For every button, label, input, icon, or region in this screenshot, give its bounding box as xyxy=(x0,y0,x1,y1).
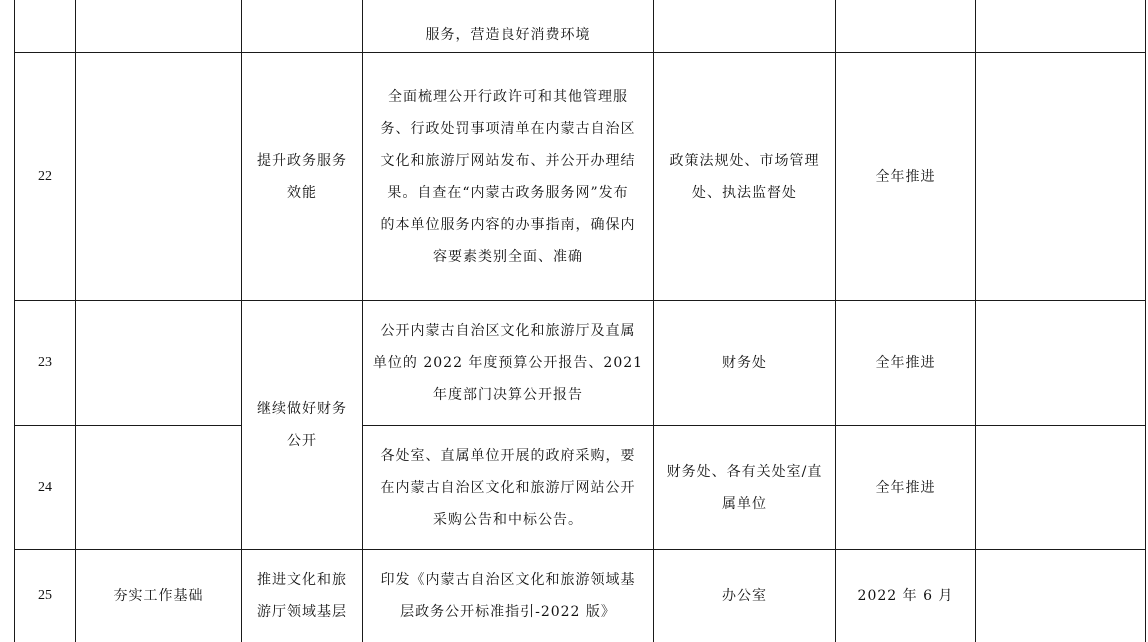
row-number xyxy=(15,426,75,549)
row-number-text: 25 xyxy=(38,588,52,603)
content-cell xyxy=(363,426,653,549)
dept-line: 办公室 xyxy=(722,588,767,604)
dept-line: 财务处、各有关处室/直 xyxy=(666,463,823,480)
time-text: 全年推进 xyxy=(875,479,936,496)
content-line: 的本单位服务内容的办事指南，确保内 xyxy=(380,216,636,233)
content-line: 果。自查在“内蒙古政务服务网”发布 xyxy=(387,184,629,201)
content-line: 文化和旅游厅网站发布、并公开办理结 xyxy=(380,152,636,169)
item-line: 效能 xyxy=(287,184,317,201)
content-line: 容要素类别全面、准确 xyxy=(433,248,583,265)
dept-cell xyxy=(654,550,835,642)
item-cell-merged xyxy=(242,301,362,549)
content-cell xyxy=(363,18,653,52)
dept-cell xyxy=(654,53,835,300)
item-line: 公开 xyxy=(287,433,317,449)
col-line xyxy=(1145,0,1146,642)
time-text: 全年推进 xyxy=(875,355,936,371)
content-line: 服务，营造良好消费环境 xyxy=(425,27,591,43)
row-number xyxy=(15,301,75,425)
row-number-text: 22 xyxy=(38,168,52,184)
content-cell xyxy=(363,301,653,425)
content-cell xyxy=(363,53,653,300)
content-line: 层政务公开标准指引-2022 版》 xyxy=(400,604,616,620)
row-number-text: 24 xyxy=(38,479,52,495)
time-cell xyxy=(836,550,975,642)
item-line: 继续做好财务 xyxy=(257,401,347,417)
item-line: 提升政务服务 xyxy=(257,152,347,169)
category-text: 夯实工作基础 xyxy=(113,588,204,604)
content-line: 务、行政处罚事项清单在内蒙古自治区 xyxy=(380,120,636,137)
col-line xyxy=(975,0,976,642)
content-line: 单位的 2022 年度预算公开报告、2021 xyxy=(372,355,644,371)
row-number xyxy=(15,550,75,642)
dept-line: 属单位 xyxy=(722,495,767,512)
content-line: 各处室、直属单位开展的政府采购，要 xyxy=(380,447,636,464)
item-line: 游厅领域基层 xyxy=(257,604,347,620)
time-text: 2022 年 6 月 xyxy=(857,588,954,604)
content-line: 公开内蒙古自治区文化和旅游厅及直属 xyxy=(380,323,636,339)
dept-line: 财务处 xyxy=(722,355,767,371)
item-line: 推进文化和旅 xyxy=(257,572,347,588)
time-cell xyxy=(836,301,975,425)
dept-line: 处、执法监督处 xyxy=(692,184,797,201)
content-line: 印发《内蒙古自治区文化和旅游领域基 xyxy=(380,572,636,588)
dept-line: 政策法规处、市场管理 xyxy=(669,152,820,169)
time-text: 全年推进 xyxy=(875,168,936,185)
dept-cell xyxy=(654,426,835,549)
row-number-text: 23 xyxy=(38,355,52,370)
content-cell xyxy=(363,550,653,642)
content-line: 全面梳理公开行政许可和其他管理服 xyxy=(388,88,628,105)
dept-cell xyxy=(654,301,835,425)
item-cell xyxy=(242,53,362,300)
col-line xyxy=(75,0,76,642)
category-cell xyxy=(76,550,241,642)
item-cell xyxy=(242,550,362,642)
content-line: 采购公告和中标公告。 xyxy=(433,511,583,528)
time-cell xyxy=(836,53,975,300)
content-line: 在内蒙古自治区文化和旅游厅网站公开 xyxy=(380,479,636,496)
row-number xyxy=(15,53,75,300)
content-line: 年度部门决算公开报告 xyxy=(433,387,583,403)
time-cell xyxy=(836,426,975,549)
